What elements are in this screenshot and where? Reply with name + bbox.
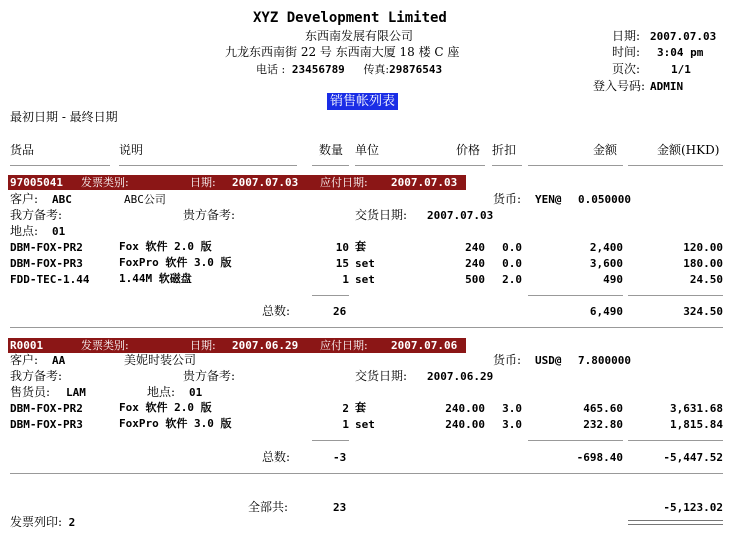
- subtotal-amount: -698.40: [576, 451, 623, 464]
- invoice-due-label: 应付日期:: [320, 176, 368, 189]
- line-item-code: FDD-TEC-1.44: [10, 273, 90, 286]
- col-price: 价格: [456, 143, 481, 157]
- line-item-code: DBM-FOX-PR3: [10, 418, 83, 431]
- subtotal-qty: 26: [333, 305, 347, 318]
- line-amount-hkd: 24.50: [689, 273, 723, 286]
- line-qty: 2: [342, 402, 349, 415]
- line-desc: Fox 软件 2.0 版: [119, 401, 212, 414]
- grand-total-qty: 23: [333, 501, 347, 514]
- line-amount: 465.60: [583, 402, 623, 415]
- col-amount: 金额: [593, 143, 618, 157]
- invoice-date-label: 日期:: [190, 176, 216, 189]
- col-amount-hkd: 金额(HKD): [657, 143, 720, 157]
- line-price: 500: [465, 273, 485, 286]
- grand-total-hkd: -5,123.02: [663, 501, 723, 514]
- subtotal-amount: 6,490: [589, 305, 623, 318]
- fax-label: 传真:: [363, 63, 390, 76]
- col-unit: 单位: [355, 143, 380, 157]
- location-label: 地点:: [10, 224, 39, 238]
- subtotal-hkd: -5,447.52: [663, 451, 723, 464]
- company-name-en: XYZ Development Limited: [253, 10, 447, 26]
- invoice-type-label: 发票类别:: [81, 176, 129, 189]
- line-item-code: DBM-FOX-PR3: [10, 257, 83, 270]
- customer-name: 美妮时装公司: [124, 353, 197, 367]
- delivery-label: 交货日期:: [355, 208, 408, 222]
- salesman-value: LAM: [66, 386, 86, 399]
- invoice-due-date: 2007.07.03: [391, 176, 458, 189]
- line-discount: 0.0: [502, 241, 522, 254]
- location-label: 地点:: [147, 385, 176, 399]
- invoice-date-label: 日期:: [190, 339, 216, 352]
- currency-code: YEN@: [535, 193, 562, 206]
- invoice-group-band: [8, 338, 466, 353]
- line-price: 240.00: [445, 402, 485, 415]
- time-label: 时间:: [611, 45, 640, 59]
- line-amount-hkd: 180.00: [683, 257, 723, 270]
- tel-label: 电话 :: [256, 63, 286, 76]
- line-amount-hkd: 120.00: [683, 241, 723, 254]
- subtotal-label: 总数:: [262, 304, 291, 318]
- your-ref-label: 贵方备考:: [183, 208, 236, 222]
- print-time: 3:04 pm: [657, 46, 704, 59]
- invoices-printed-count: 2: [68, 516, 76, 529]
- invoice-due-label: 应付日期:: [320, 339, 368, 352]
- exchange-rate: 0.050000: [578, 193, 631, 206]
- col-item: 货品: [10, 143, 35, 157]
- line-discount: 0.0: [502, 257, 522, 270]
- line-qty: 10: [335, 241, 349, 254]
- line-amount: 3,600: [589, 257, 623, 270]
- invoice-group-band: [8, 175, 466, 190]
- line-discount: 2.0: [502, 273, 522, 286]
- line-discount: 3.0: [502, 418, 522, 431]
- page-number: 1/1: [671, 63, 691, 76]
- line-qty: 15: [335, 257, 349, 270]
- line-unit: set: [355, 273, 375, 286]
- report-title: 销售帐列表: [327, 93, 398, 110]
- line-amount: 232.80: [583, 418, 623, 431]
- delivery-date: 2007.07.03: [427, 209, 494, 222]
- currency-label: 货币:: [493, 353, 522, 367]
- line-desc: 1.44M 软磁盘: [119, 272, 192, 285]
- invoice-date: 2007.06.29: [232, 339, 299, 352]
- date-label: 日期:: [611, 29, 640, 43]
- line-amount: 2,400: [589, 241, 623, 254]
- col-discount: 折扣: [492, 143, 517, 157]
- line-desc: Fox 软件 2.0 版: [119, 240, 212, 253]
- salesman-label: 售货员:: [10, 385, 51, 399]
- line-desc: FoxPro 软件 3.0 版: [119, 256, 232, 269]
- subtotal-hkd: 324.50: [683, 305, 723, 318]
- print-date: 2007.07.03: [650, 30, 717, 43]
- currency-label: 货币:: [493, 192, 522, 206]
- customer-code: ABC: [52, 193, 72, 206]
- our-ref-label: 我方备考:: [10, 208, 63, 222]
- group-separator: [10, 327, 723, 328]
- line-price: 240: [465, 241, 485, 254]
- date-range: 最初日期 - 最终日期: [10, 110, 118, 124]
- exchange-rate: 7.800000: [578, 354, 631, 367]
- fax-value: 29876543: [389, 63, 443, 76]
- invoices-printed: [10, 515, 75, 530]
- line-unit: 套: [355, 401, 366, 414]
- delivery-label: 交货日期:: [355, 369, 408, 383]
- invoice-code: 97005041: [10, 176, 63, 189]
- line-item-code: DBM-FOX-PR2: [10, 241, 83, 254]
- our-ref-label: 我方备考:: [10, 369, 63, 383]
- grand-total-double-underline: [628, 520, 723, 525]
- line-qty: 1: [342, 418, 349, 431]
- line-price: 240.00: [445, 418, 485, 431]
- line-unit: set: [355, 418, 375, 431]
- invoice-due-date: 2007.07.06: [391, 339, 458, 352]
- line-amount-hkd: 3,631.68: [670, 402, 723, 415]
- customer-label: 客户:: [10, 353, 39, 367]
- line-item-code: DBM-FOX-PR2: [10, 402, 83, 415]
- company-name-cn: 东西南发展有限公司: [305, 29, 414, 43]
- line-price: 240: [465, 257, 485, 270]
- line-amount: 490: [603, 273, 623, 286]
- tel-value: 23456789: [291, 63, 345, 76]
- company-address: 九龙东西南街 22 号 东西南大厦 18 楼 C 座: [225, 45, 460, 59]
- line-desc: FoxPro 软件 3.0 版: [119, 417, 232, 430]
- subtotal-qty: -3: [333, 451, 347, 464]
- page-label: 页次:: [611, 62, 640, 76]
- location-value: 01: [189, 386, 203, 399]
- currency-code: USD@: [535, 354, 562, 367]
- invoice-type-label: 发票类别:: [81, 339, 129, 352]
- line-amount-hkd: 1,815.84: [670, 418, 723, 431]
- invoice-date: 2007.07.03: [232, 176, 299, 189]
- location-value: 01: [52, 225, 66, 238]
- line-qty: 1: [342, 273, 349, 286]
- company-contact: [256, 63, 442, 77]
- invoices-printed-label: 发票列印:: [10, 515, 63, 529]
- line-unit: set: [355, 257, 375, 270]
- customer-label: 客户:: [10, 192, 39, 206]
- login-value: ADMIN: [650, 80, 684, 93]
- grand-total-label: 全部共:: [248, 500, 289, 514]
- your-ref-label: 贵方备考:: [183, 369, 236, 383]
- subtotal-label: 总数:: [262, 450, 291, 464]
- delivery-date: 2007.06.29: [427, 370, 494, 383]
- col-qty: 数量: [319, 143, 344, 157]
- line-unit: 套: [355, 240, 366, 253]
- line-discount: 3.0: [502, 402, 522, 415]
- group-separator: [10, 473, 723, 474]
- col-desc: 说明: [119, 143, 144, 157]
- invoice-code: R0001: [10, 339, 44, 352]
- login-label: 登入号码:: [592, 79, 645, 93]
- customer-name: ABC公司: [124, 193, 166, 206]
- customer-code: AA: [52, 354, 66, 367]
